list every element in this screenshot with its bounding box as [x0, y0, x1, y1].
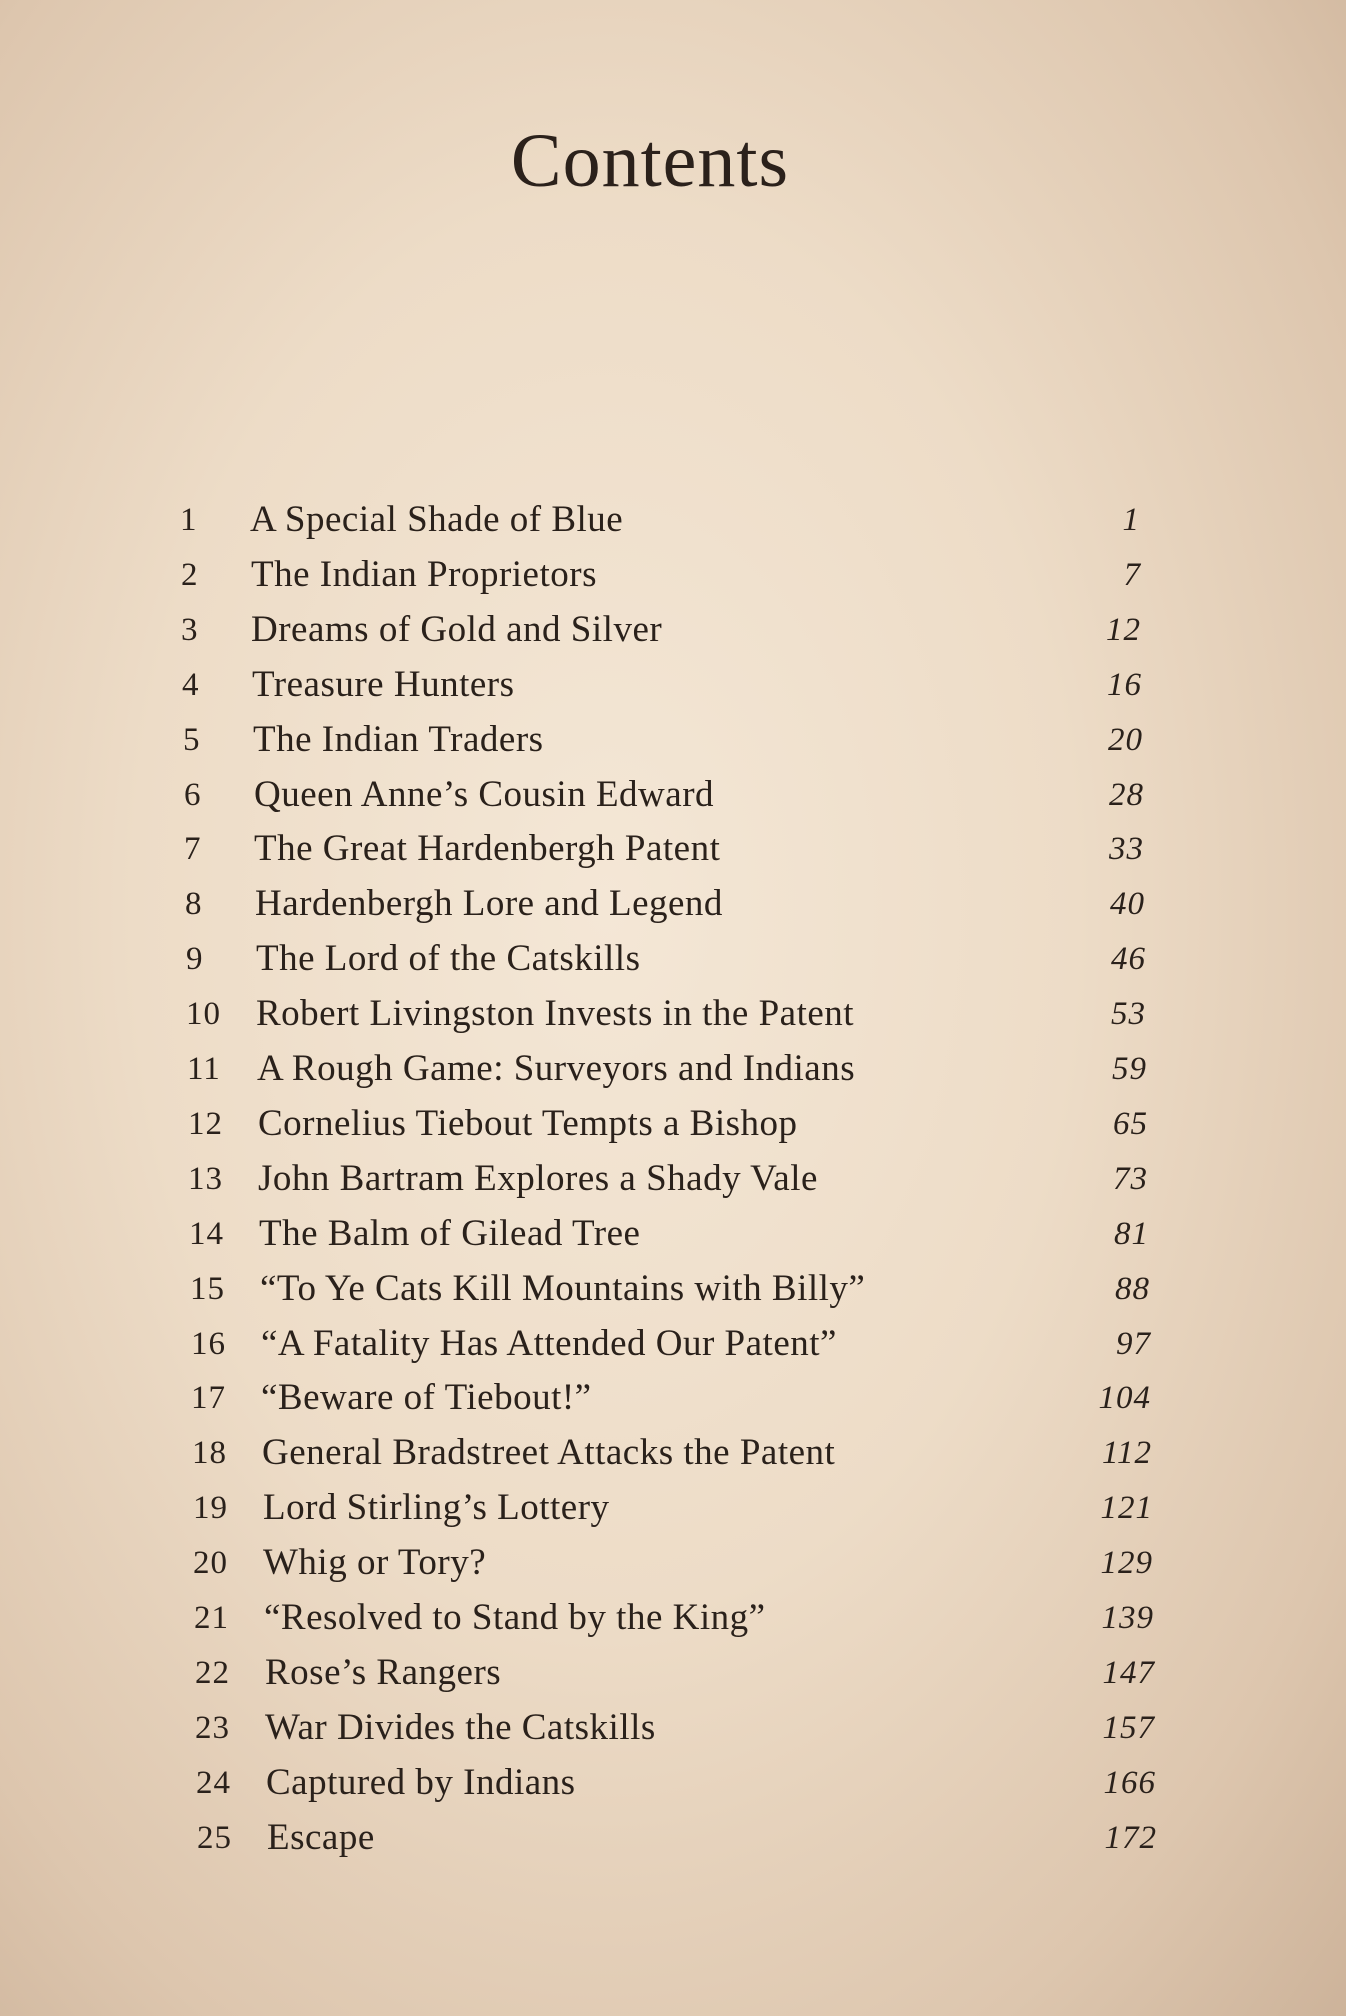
chapter-title: War Divides the Catskills	[265, 1707, 656, 1748]
chapter-number: 4	[182, 667, 200, 703]
chapter-page-number: 129	[1100, 1545, 1153, 1581]
chapter-page-number: 59	[1112, 1051, 1147, 1087]
chapter-number: 17	[191, 1380, 226, 1416]
chapter-page-number: 53	[1111, 996, 1146, 1032]
chapter-title: Queen Anne’s Cousin Edward	[254, 774, 715, 815]
chapter-title: “Resolved to Stand by the King”	[264, 1597, 766, 1638]
chapter-title: The Great Hardenbergh Patent	[254, 828, 721, 869]
chapter-page-number: 112	[1101, 1435, 1152, 1471]
chapter-page-number: 65	[1113, 1106, 1148, 1142]
chapter-number: 23	[195, 1710, 230, 1746]
chapter-page-number: 104	[1098, 1380, 1151, 1416]
chapter-title: General Bradstreet Attacks the Patent	[262, 1432, 836, 1473]
chapter-title: “Beware of Tiebout!”	[261, 1377, 592, 1418]
chapter-title: Captured by Indians	[266, 1762, 576, 1803]
chapter-number: 21	[194, 1600, 229, 1636]
chapter-page-number: 40	[1110, 886, 1145, 922]
toc-entry	[181, 604, 1141, 656]
chapter-title: Rose’s Rangers	[265, 1652, 502, 1693]
chapter-title: John Bartram Explores a Shady Vale	[258, 1158, 818, 1199]
chapter-page-number: 147	[1102, 1655, 1155, 1691]
chapter-page-number: 97	[1116, 1326, 1151, 1362]
chapter-title: “A Fatality Has Attended Our Patent”	[261, 1323, 837, 1364]
page-title: Contents	[510, 119, 790, 203]
chapter-page-number: 12	[1106, 612, 1141, 648]
chapter-number: 12	[188, 1106, 223, 1142]
chapter-title: Lord Stirling’s Lottery	[263, 1487, 610, 1528]
chapter-number: 22	[195, 1655, 230, 1691]
chapter-number: 16	[191, 1326, 226, 1362]
chapter-page-number: 172	[1104, 1820, 1157, 1856]
chapter-number: 13	[188, 1161, 223, 1197]
chapter-title: A Special Shade of Blue	[250, 499, 624, 540]
chapter-page-number: 81	[1114, 1216, 1149, 1252]
chapter-number: 7	[184, 831, 202, 867]
toc-entry	[193, 1482, 1153, 1534]
chapter-number: 2	[181, 557, 199, 593]
chapter-page-number: 139	[1101, 1600, 1154, 1636]
chapter-number: 19	[193, 1490, 228, 1526]
toc-entry	[188, 1153, 1148, 1205]
toc-entry	[189, 1208, 1149, 1260]
chapter-page-number: 157	[1102, 1710, 1155, 1746]
toc-entry	[195, 1702, 1155, 1754]
chapter-page-number: 121	[1100, 1490, 1153, 1526]
toc-entry	[182, 659, 1142, 711]
chapter-number: 18	[192, 1435, 227, 1471]
chapter-page-number: 28	[1109, 777, 1144, 813]
toc-entry	[183, 714, 1143, 766]
chapter-number: 24	[196, 1765, 231, 1801]
chapter-page-number: 7	[1123, 557, 1141, 593]
chapter-page-number: 166	[1103, 1765, 1156, 1801]
toc-entry	[180, 494, 1140, 546]
toc-entry	[190, 1263, 1150, 1315]
chapter-number: 1	[180, 502, 198, 538]
toc-entry	[184, 769, 1144, 821]
chapter-number: 20	[193, 1545, 228, 1581]
toc-entry	[186, 988, 1146, 1040]
toc-entry	[184, 823, 1144, 875]
chapter-title: The Indian Traders	[253, 719, 544, 760]
chapter-number: 9	[186, 941, 204, 977]
toc-entry	[191, 1372, 1151, 1424]
toc-entry	[187, 1043, 1147, 1095]
chapter-page-number: 33	[1109, 831, 1144, 867]
chapter-title: “To Ye Cats Kill Mountains with Billy”	[260, 1268, 866, 1309]
toc-entry	[192, 1427, 1152, 1479]
chapter-number: 15	[190, 1271, 225, 1307]
chapter-title: The Balm of Gilead Tree	[259, 1213, 641, 1254]
chapter-number: 25	[197, 1820, 232, 1856]
chapter-number: 11	[187, 1051, 221, 1087]
toc-entry	[193, 1537, 1153, 1589]
chapter-number: 3	[181, 612, 199, 648]
chapter-number: 14	[189, 1216, 224, 1252]
toc-entry	[197, 1812, 1157, 1864]
toc-entry	[188, 1098, 1148, 1150]
chapter-page-number: 73	[1113, 1161, 1148, 1197]
chapter-number: 6	[184, 777, 202, 813]
toc-entry	[186, 933, 1146, 985]
toc-entry	[195, 1647, 1155, 1699]
toc-entry	[196, 1757, 1156, 1809]
chapter-title: Hardenbergh Lore and Legend	[255, 883, 723, 924]
chapter-title: Escape	[267, 1817, 375, 1858]
chapter-page-number: 20	[1108, 722, 1143, 758]
chapter-title: Robert Livingston Invests in the Patent	[256, 993, 855, 1034]
chapter-number: 8	[185, 886, 203, 922]
chapter-number: 5	[183, 722, 201, 758]
chapter-title: Treasure Hunters	[252, 664, 515, 705]
chapter-title: Dreams of Gold and Silver	[251, 609, 663, 650]
chapter-title: A Rough Game: Surveyors and Indians	[257, 1048, 856, 1089]
chapter-title: Whig or Tory?	[263, 1542, 487, 1583]
chapter-page-number: 46	[1111, 941, 1146, 977]
chapter-number: 10	[186, 996, 221, 1032]
chapter-title: Cornelius Tiebout Tempts a Bishop	[258, 1103, 798, 1144]
chapter-page-number: 88	[1115, 1271, 1150, 1307]
toc-entry	[181, 549, 1141, 601]
chapter-page-number: 1	[1122, 502, 1140, 538]
toc-entry	[185, 878, 1145, 930]
toc-entry	[194, 1592, 1154, 1644]
toc-entry	[191, 1318, 1151, 1370]
chapter-page-number: 16	[1107, 667, 1142, 703]
chapter-title: The Indian Proprietors	[251, 554, 597, 595]
chapter-title: The Lord of the Catskills	[256, 938, 641, 979]
